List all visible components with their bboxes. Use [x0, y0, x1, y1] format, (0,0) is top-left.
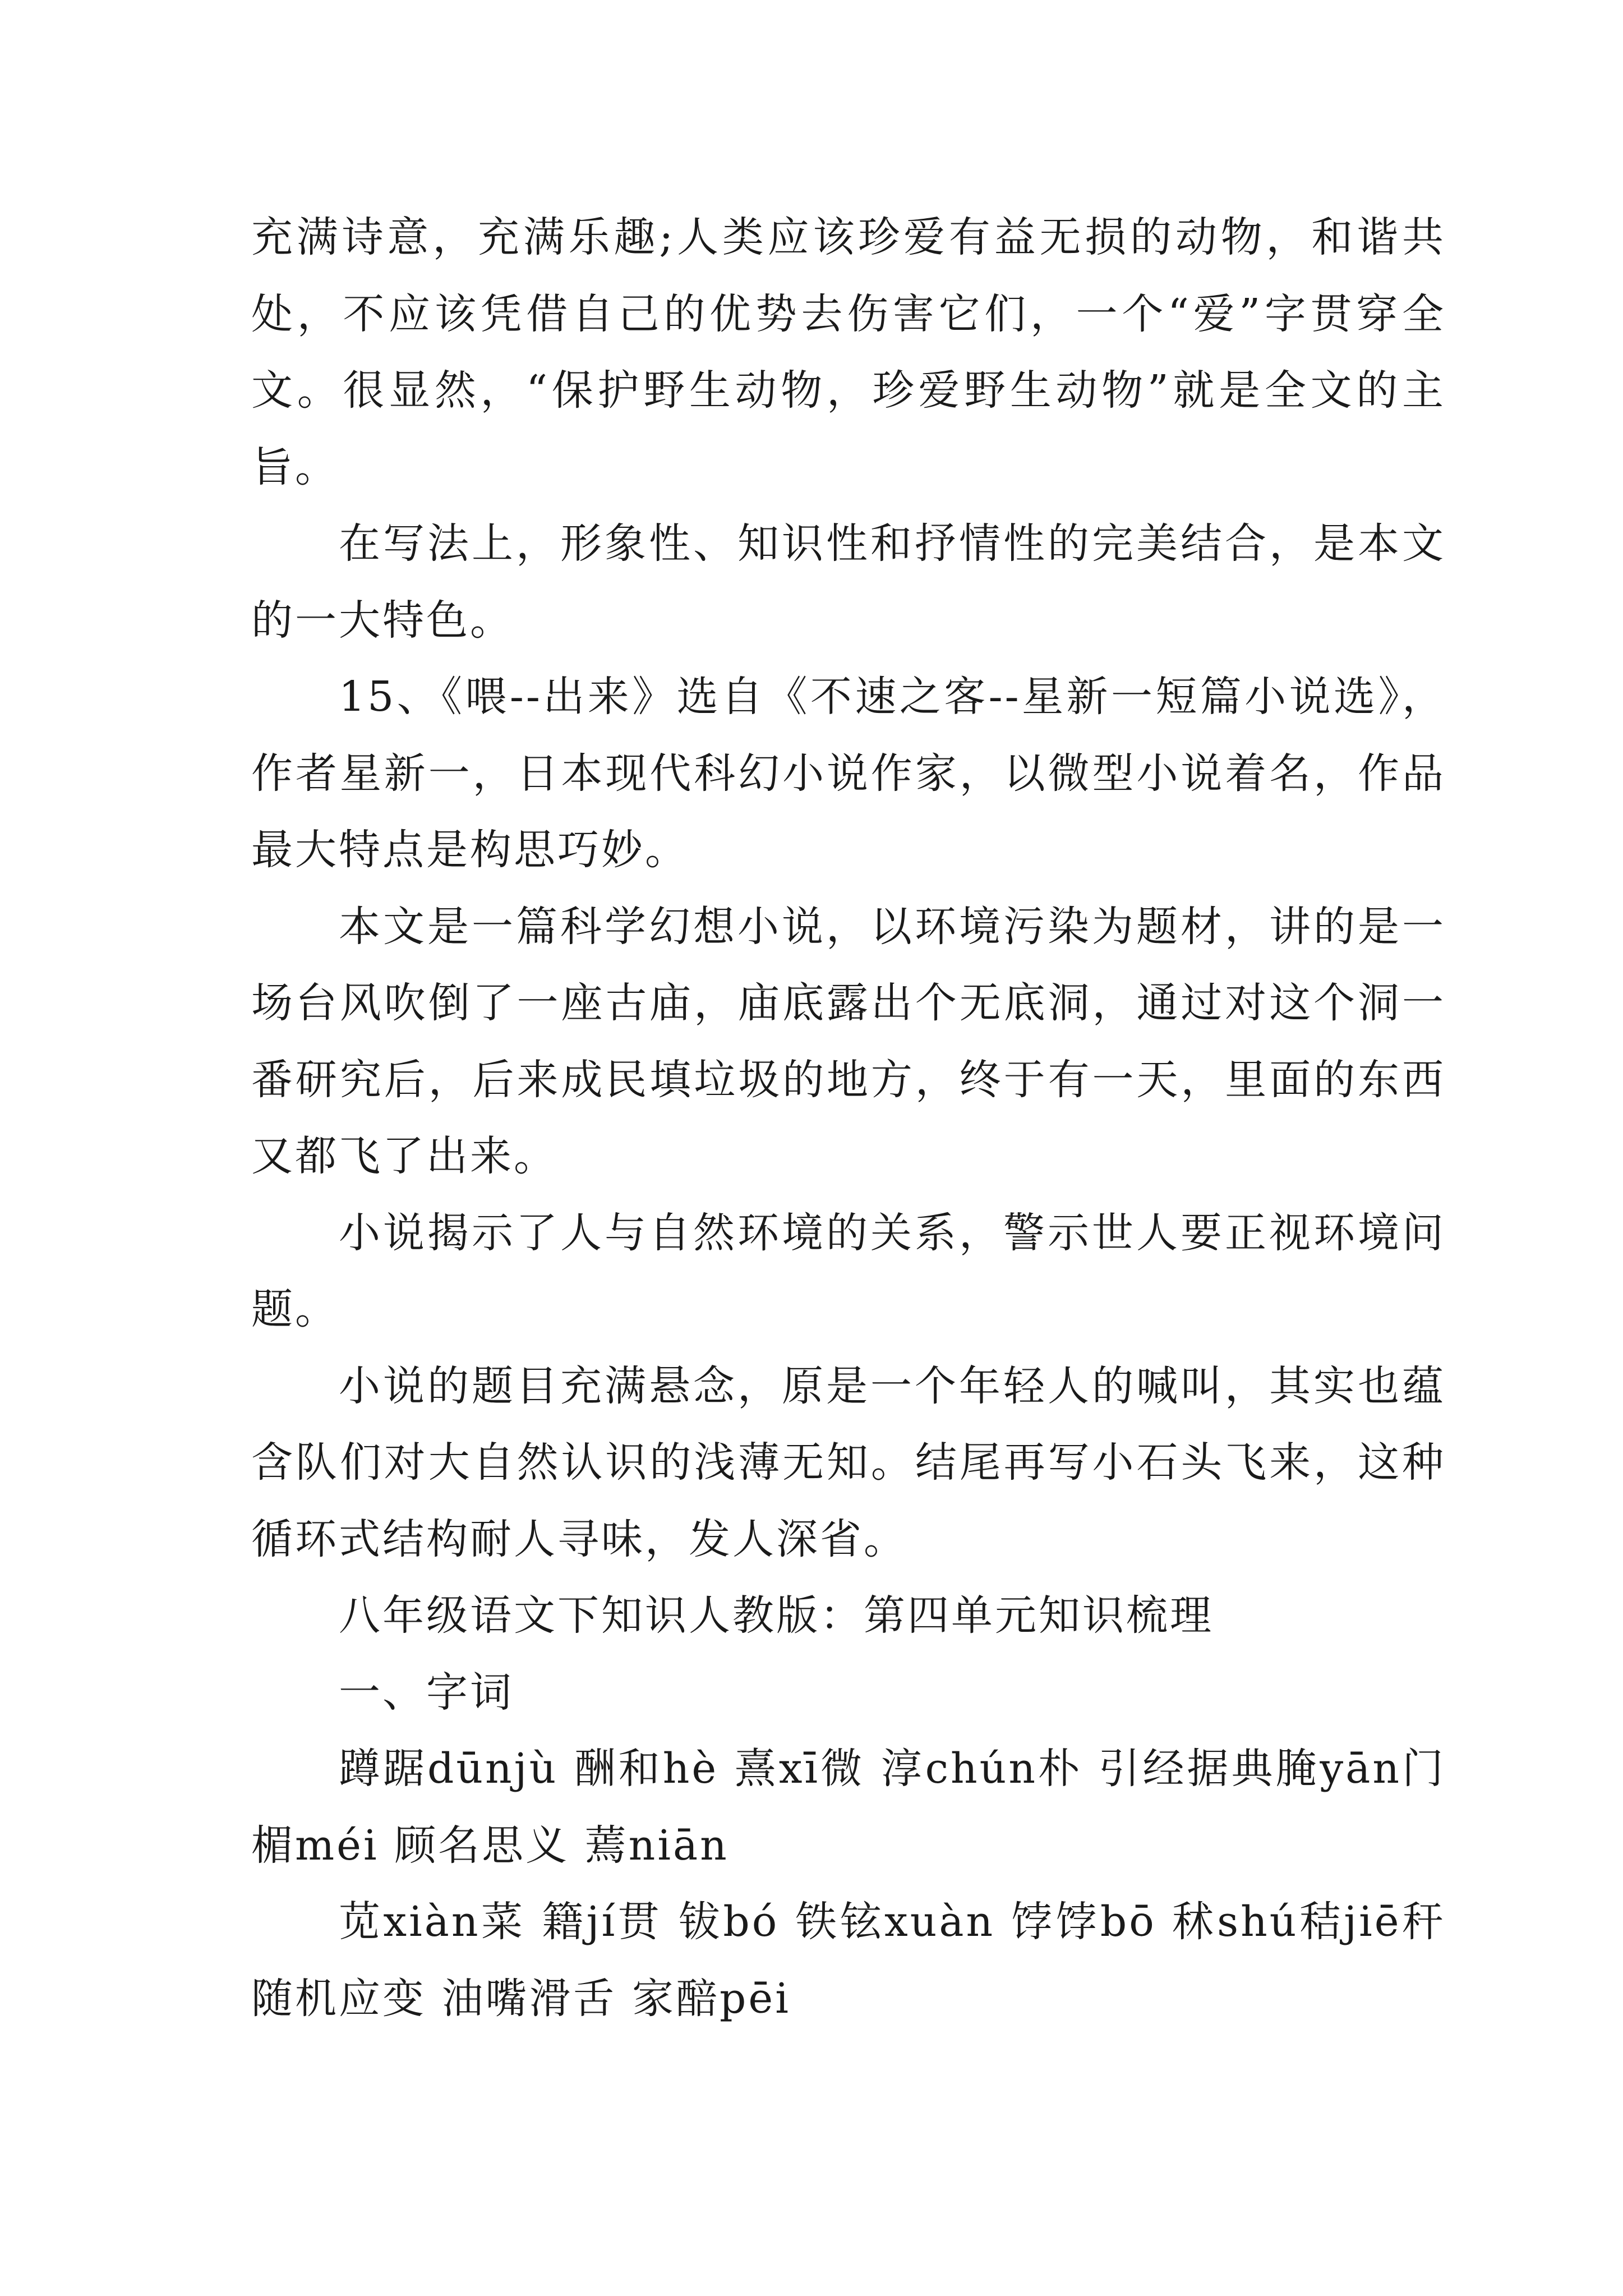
vocabulary-list-1: 蹲踞dūnjù 酬和hè 熹xī微 淳chún朴 引经据典腌yān门楣méi 顾名思义 蔫niān — [251, 1745, 1446, 1870]
vocabulary-list-2: 苋xiàn菜 籍jí贯 钹bó 铁铉xuàn 饽饽bō 秫shú秸jiē秆 随机应变 油嘴滑舌 家醅pēi — [251, 1898, 1446, 2023]
document-body — [251, 199, 1446, 2037]
paragraph-title-analysis: 小说的题目充满悬念，原是一个年轻人的喊叫，其实也蕴含队们对大自然认识的浅薄无知。结尾再写小石头飞来，这种循环式结构耐人寻味，发人深省。 — [251, 1361, 1446, 1563]
paragraph-writing-style: 在写法上，形象性、知识性和抒情性的完美结合，是本文的一大特色。 — [251, 519, 1446, 645]
paragraph-story-summary: 本文是一篇科学幻想小说，以环境污染为题材，讲的是一场台风吹倒了一座古庙，庙底露出个无底洞，通过对这个洞一番研究后，后来成民填垃圾的地方，终于有一天，里面的东西又都飞了出来。 — [251, 902, 1446, 1180]
paragraph-wildlife-theme: 充满诗意，充满乐趣;人类应该珍爱有益无损的动物，和谐共处，不应该凭借自己的优势去伤害它们，一个“爱”字贯穿全文。很显然，“保护野生动物，珍爱野生动物”就是全文的主旨。 — [251, 213, 1446, 491]
subheading-vocabulary: 一、字词 — [339, 1668, 514, 1717]
section-heading-unit-four: 八年级语文下知识人教版：第四单元知识梳理 — [339, 1591, 1214, 1640]
paragraph-story-theme: 小说揭示了人与自然环境的关系，警示世人要正视环境问题。 — [251, 1208, 1446, 1333]
paragraph-lesson-15-source: 15、《喂--出来》选自《不速之客--星新一短篇小说选》，作者星新一，日本现代科幻小说作家，以微型小说着名，作品最大特点是构思巧妙。 — [251, 673, 1446, 874]
